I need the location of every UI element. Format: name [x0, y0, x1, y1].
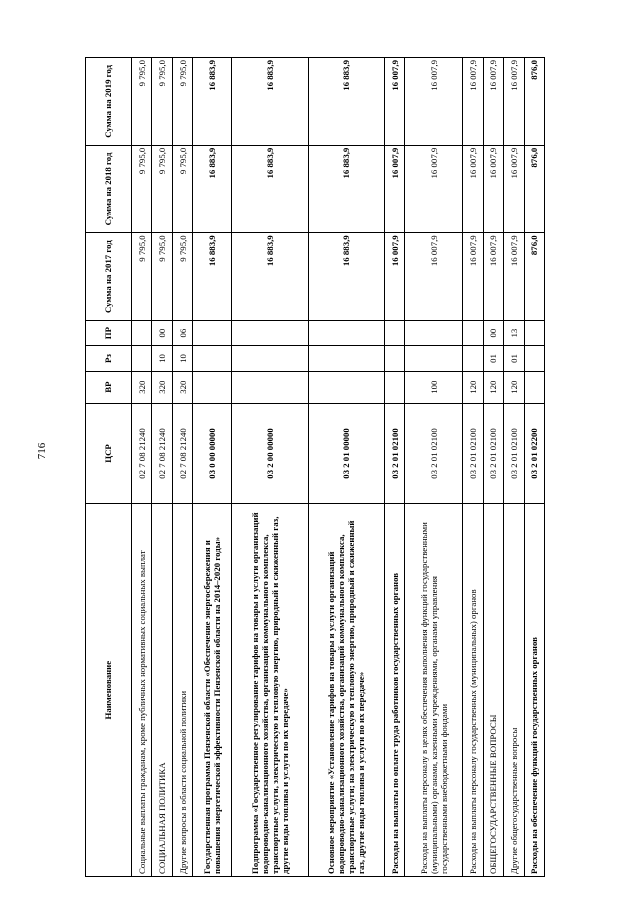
cell-vr: [308, 371, 384, 403]
cell-pr: [463, 320, 483, 345]
cell-2017: 9 795,0: [152, 233, 172, 321]
cell-csr: 03 2 01 02200: [524, 403, 545, 504]
table-row: [172, 58, 192, 877]
cell-2019: 16 007,9: [405, 58, 463, 146]
cell-csr: 03 2 01 00000: [308, 403, 384, 504]
cell-pr: 13: [504, 320, 524, 345]
cell-2018: 16 007,9: [405, 145, 463, 233]
cell-2017: 16 883,9: [308, 233, 384, 321]
cell-vr: 120: [463, 371, 483, 403]
cell-name: СОЦИАЛЬНАЯ ПОЛИТИКА: [152, 504, 172, 877]
cell-rz: [308, 346, 384, 371]
header-name: Наименование: [86, 504, 132, 877]
cell-2018: 9 795,0: [152, 145, 172, 233]
cell-2017: 16 883,9: [193, 233, 232, 321]
table-row: [152, 58, 172, 877]
cell-vr: 320: [172, 371, 192, 403]
cell-2017: 16 883,9: [232, 233, 308, 321]
cell-rz: 10: [152, 346, 172, 371]
header-rz: Рз: [86, 346, 132, 371]
cell-csr: 03 2 01 02100: [405, 403, 463, 504]
cell-pr: 06: [172, 320, 192, 345]
cell-2018: 16 007,9: [385, 145, 405, 233]
cell-csr: 03 2 01 02100: [463, 403, 483, 504]
budget-table-container: [85, 57, 545, 877]
cell-2019: 16 007,9: [483, 58, 503, 146]
cell-vr: [232, 371, 308, 403]
header-csr: ЦСР: [86, 403, 132, 504]
cell-2017: 16 007,9: [504, 233, 524, 321]
cell-vr: 320: [132, 371, 152, 403]
cell-rz: 01: [483, 346, 503, 371]
table-header-row: [86, 58, 132, 877]
cell-csr: 02 7 08 21240: [172, 403, 192, 504]
cell-name: Государственная программа Пензенской области «Обеспечение энергосбережения и повышения энергетической эффективности Пензенской области на 2014–2020 годы»: [193, 504, 232, 877]
cell-vr: 120: [483, 371, 503, 403]
page-number: 716: [35, 442, 48, 459]
table-row: [483, 58, 503, 877]
header-vr: ВР: [86, 371, 132, 403]
cell-2018: 16 007,9: [463, 145, 483, 233]
cell-2019: 16 883,9: [193, 58, 232, 146]
cell-2017: 876,0: [524, 233, 545, 321]
cell-rz: [524, 346, 545, 371]
cell-2017: 9 795,0: [172, 233, 192, 321]
cell-2018: 16 007,9: [483, 145, 503, 233]
cell-2017: 16 007,9: [463, 233, 483, 321]
cell-2019: 16 007,9: [504, 58, 524, 146]
cell-vr: [524, 371, 545, 403]
cell-2019: 16 883,9: [232, 58, 308, 146]
cell-pr: [405, 320, 463, 345]
cell-pr: [132, 320, 152, 345]
cell-2018: 9 795,0: [132, 145, 152, 233]
cell-pr: [308, 320, 384, 345]
header-2017: Сумма на 2017 год: [86, 233, 132, 321]
header-2018: Сумма на 2018 год: [86, 145, 132, 233]
cell-pr: 00: [152, 320, 172, 345]
cell-name: Расходы на выплаты по оплате труда работников государственных органов: [385, 504, 405, 877]
cell-2019: 9 795,0: [132, 58, 152, 146]
cell-name: Расходы на выплаты персоналу в целях обеспечения выполнения функций государственными (муниципальными) органами, казенными учреждениями, органами управления государственными внебюджетными фондами: [405, 504, 463, 877]
table-row: [308, 58, 384, 877]
cell-2018: 876,0: [524, 145, 545, 233]
cell-2017: 16 007,9: [405, 233, 463, 321]
cell-csr: 03 2 01 02100: [483, 403, 503, 504]
cell-2017: 16 007,9: [385, 233, 405, 321]
cell-csr: 03 2 00 00000: [232, 403, 308, 504]
cell-rz: [463, 346, 483, 371]
table-row: [504, 58, 524, 877]
table-row: [132, 58, 152, 877]
cell-name: Подпрограмма «Государственное регулирование тарифов на товары и услуги организаций водопроводно-канализационного хозяйства, организаций коммунального комплекса, транспортные услуги, электрическую и тепловую энергию, природный и сжиженный газ, другие виды топлива и услуги по их передаче»: [232, 504, 308, 877]
table-row: [524, 58, 545, 877]
table-row: [193, 58, 232, 877]
cell-2018: 9 795,0: [172, 145, 192, 233]
cell-2018: 16 007,9: [504, 145, 524, 233]
cell-name: Основное мероприятие «Установление тарифов на товары и услуги организаций водопроводно-канализационного хозяйства, организаций коммунального комплекса, транспортные услуги; на электрическую и тепловую энергию, природный и сжиженный газ, другие виды топлива и услуги по их передаче»: [308, 504, 384, 877]
cell-2019: 16 883,9: [308, 58, 384, 146]
cell-2018: 16 883,9: [308, 145, 384, 233]
cell-2017: 9 795,0: [132, 233, 152, 321]
cell-vr: [193, 371, 232, 403]
header-pr: ПР: [86, 320, 132, 345]
cell-rz: [385, 346, 405, 371]
table-row: [405, 58, 463, 877]
table-row: [385, 58, 405, 877]
cell-vr: 320: [152, 371, 172, 403]
cell-pr: [385, 320, 405, 345]
cell-pr: 00: [483, 320, 503, 345]
table-body: [132, 58, 545, 877]
cell-rz: [193, 346, 232, 371]
cell-2019: 16 007,9: [463, 58, 483, 146]
cell-vr: [385, 371, 405, 403]
cell-rz: [132, 346, 152, 371]
cell-2017: 16 007,9: [483, 233, 503, 321]
cell-rz: 10: [172, 346, 192, 371]
cell-name: ОБЩЕГОСУДАРСТВЕННЫЕ ВОПРОСЫ: [483, 504, 503, 877]
header-2019: Сумма на 2019 год: [86, 58, 132, 146]
cell-csr: 03 2 01 02100: [504, 403, 524, 504]
cell-2018: 16 883,9: [232, 145, 308, 233]
cell-vr: 100: [405, 371, 463, 403]
cell-2019: 876,0: [524, 58, 545, 146]
cell-vr: 120: [504, 371, 524, 403]
cell-csr: 03 0 00 00000: [193, 403, 232, 504]
table-row: [232, 58, 308, 877]
cell-pr: [193, 320, 232, 345]
cell-2019: 9 795,0: [152, 58, 172, 146]
cell-rz: [232, 346, 308, 371]
cell-rz: [405, 346, 463, 371]
cell-pr: [524, 320, 545, 345]
cell-csr: 02 7 08 21240: [152, 403, 172, 504]
cell-name: Расходы на выплаты персоналу государственных (муниципальных) органов: [463, 504, 483, 877]
table-row: [463, 58, 483, 877]
cell-name: Другие вопросы в области социальной политики: [172, 504, 192, 877]
cell-2019: 16 007,9: [385, 58, 405, 146]
budget-table: [85, 57, 545, 877]
cell-2019: 9 795,0: [172, 58, 192, 146]
cell-name: Расходы на обеспечение функций государственных органов: [524, 504, 545, 877]
cell-name: Другие общегосударственные вопросы: [504, 504, 524, 877]
cell-rz: 01: [504, 346, 524, 371]
cell-csr: 03 2 01 02100: [385, 403, 405, 504]
cell-2018: 16 883,9: [193, 145, 232, 233]
cell-csr: 02 7 08 21240: [132, 403, 152, 504]
cell-name: Социальные выплаты гражданам, кроме публичных нормативных социальных выплат: [132, 504, 152, 877]
cell-pr: [232, 320, 308, 345]
